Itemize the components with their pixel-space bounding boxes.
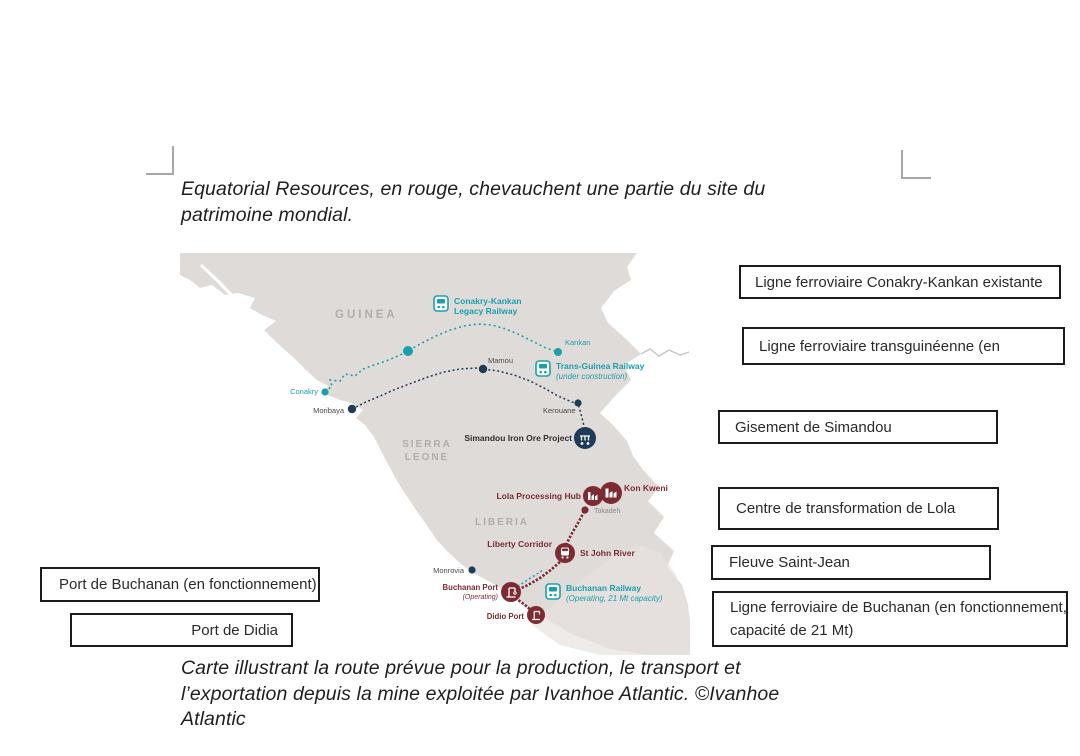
- legacy-railway-label-2: Legacy Railway: [454, 306, 518, 316]
- callout-buchanan-port[interactable]: [40, 567, 320, 602]
- callout-buchanan-railway-line1: Ligne ferroviaire de Buchanan (en fonctionnement,: [730, 599, 1067, 616]
- lola-hub-label: Lola Processing Hub: [496, 491, 581, 501]
- callout-saint-jean[interactable]: [711, 545, 991, 580]
- buchanan-railway-label: Buchanan Railway: [566, 583, 642, 593]
- caption-line-2: l’exportation depuis la mine exploitée par Ivanhoe Atlantic. ©Ivanhoe: [181, 682, 780, 705]
- country-label-leone: LEONE: [404, 452, 450, 463]
- buchanan-railway-icon: [546, 584, 560, 599]
- country-label-sierra: SIERRA: [402, 439, 452, 450]
- simandou-mine-icon: [574, 427, 596, 449]
- callout-buchanan-port-text: Port de Buchanan (en fonctionnement): [59, 576, 317, 593]
- trans-guinea-railway-icon: [536, 361, 550, 376]
- city-label-mamou: Mamou: [488, 356, 514, 365]
- city-dot-mamou: [479, 365, 487, 373]
- st-john-river-icon: [555, 543, 575, 563]
- callout-lola[interactable]: [718, 487, 999, 530]
- kon-kweni-icon: [600, 482, 622, 504]
- didio-port-label: Didio Port: [486, 612, 524, 621]
- city-label-tokadeh: Tokadeh: [594, 508, 621, 515]
- callout-didia-port-text: Port de Didia: [191, 621, 278, 639]
- city-dot-kankan: [554, 348, 562, 356]
- trans-guinea-railway-label: Trans-Guinea Railway: [556, 361, 645, 371]
- trans-guinea-railway-sublabel: (under construction): [556, 372, 628, 381]
- callout-didia-port[interactable]: [70, 613, 293, 647]
- liberty-corridor-label: Liberty Corridor: [487, 539, 552, 549]
- country-label-guinea: GUINEA: [335, 309, 398, 321]
- lola-hub-icon: [583, 486, 603, 506]
- kon-kweni-label: Kon Kweni: [624, 483, 668, 493]
- city-label-moribaya: Moribaya: [313, 406, 344, 415]
- buchanan-port-icon: [501, 582, 521, 602]
- city-dot-conakry: [321, 388, 328, 395]
- city-label-kankan: Kankan: [565, 338, 591, 347]
- callout-buchanan-railway-line2: capacité de 21 Mt): [730, 622, 854, 639]
- st-john-river-label: St John River: [580, 548, 635, 558]
- crop-mark-right: [901, 150, 931, 179]
- city-dot-moribaya: [348, 405, 356, 413]
- intro-line-2: patrimoine mondial.: [181, 203, 354, 226]
- callout-saint-jean-text: Fleuve Saint-Jean: [729, 554, 850, 571]
- figure-caption: [181, 656, 881, 733]
- intro-line-1: Equatorial Resources, en rouge, chevauchent une partie du site du: [181, 178, 766, 200]
- city-dot-monrovia: [468, 566, 475, 573]
- didio-port-icon: [527, 606, 545, 624]
- callout-transguinea[interactable]: [742, 327, 1065, 365]
- railway-dot-mid: [403, 346, 413, 356]
- country-label-liberia: LIBERIA: [475, 517, 529, 528]
- buchanan-port-sublabel: (Operating): [462, 594, 498, 601]
- buchanan-port-label: Buchanan Port: [442, 583, 498, 592]
- callout-conakry-kankan-text: Ligne ferroviaire Conakry-Kankan existante: [755, 273, 1043, 291]
- caption-line-3: Atlantic: [181, 708, 246, 730]
- crop-mark-left: [146, 146, 174, 175]
- city-label-monrovia: Monrovia: [433, 566, 464, 575]
- callout-simandou-text: Gisement de Simandou: [735, 418, 892, 436]
- city-label-conakry: Conakry: [290, 387, 318, 396]
- legacy-railway-label-1: Conakry-Kankan: [454, 296, 522, 306]
- buchanan-railway-sublabel: (Operating, 21 Mt capacity): [566, 594, 663, 603]
- simandou-project-label: Simandou Iron Ore Project: [464, 433, 572, 443]
- city-dot-tokadeh: [581, 506, 588, 513]
- city-label-kerouane: Kerouane: [543, 406, 576, 415]
- callout-lola-text: Centre de transformation de Lola: [736, 500, 956, 517]
- legacy-railway-icon: [434, 296, 448, 311]
- callout-conakry-kankan[interactable]: [739, 265, 1061, 299]
- callout-buchanan-railway[interactable]: [712, 591, 1068, 647]
- caption-line-1: Carte illustrant la route prévue pour la production, le transport et: [181, 657, 741, 679]
- intro-paragraph: [181, 177, 861, 228]
- callout-simandou[interactable]: [718, 410, 998, 444]
- border-river-line: [641, 349, 689, 356]
- callout-transguinea-text: Ligne ferroviaire transguinéenne (en: [759, 337, 1000, 355]
